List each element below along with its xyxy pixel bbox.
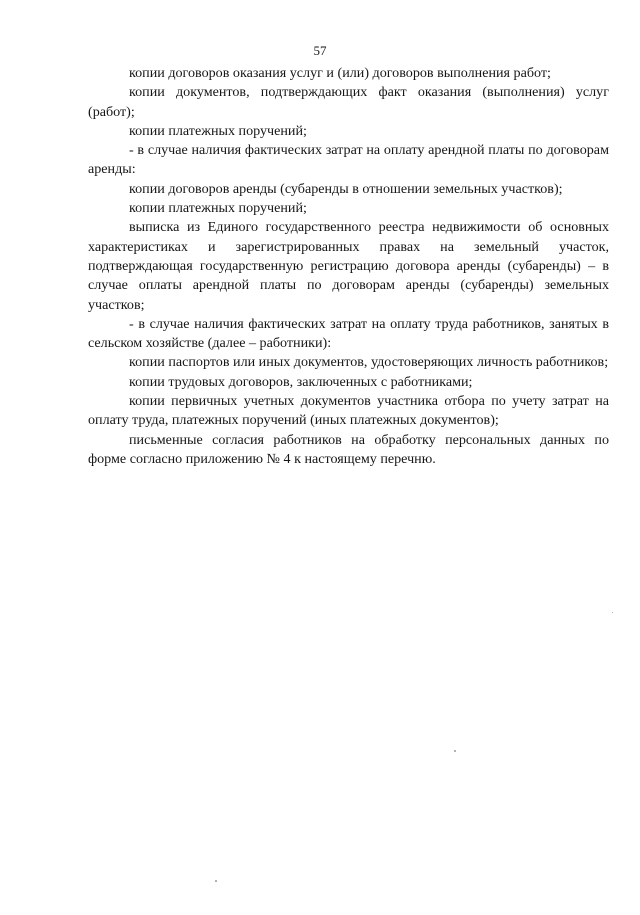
scan-speck [612,612,613,613]
paragraph-10: копии трудовых договоров, заключенных с работниками; [129,373,473,390]
paragraph-11: копии первичных учетных документов участника отбора по учету затрат на оплату труда, платежных поручений (иных платежных документов); [88,393,609,429]
scan-speck [454,750,456,752]
paragraph-9: копии паспортов или иных документов, удостоверяющих личность работников; [129,354,609,371]
scan-speck [215,880,217,882]
paragraph-7: выписка из Единого государственного реестра недвижимости об основных характеристиках и зарегистрированных правах на земельный участок, подтверждающая государственную регистрацию договора аренды (субаренды) – в случае оплаты арендной платы по договорам аренды (субаренды) земельных участков; [88,219,609,313]
paragraph-12: письменные согласия работников на обработку персональных данных по форме согласно приложению № 4 к настоящему перечню. [88,431,609,467]
document-body [88,64,609,469]
paragraph-8: - в случае наличия фактических затрат на оплату труда работников, занятых в сельском хозяйстве (далее – работники): [88,315,609,352]
paragraph-2: копии документов, подтверждающих факт оказания (выполнения) услуг (работ); [88,84,609,120]
paragraph-5: копии договоров аренды (субаренды в отношении земельных участков); [129,180,563,197]
paragraph-6: копии платежных поручений; [129,200,307,217]
paragraph-1: копии договоров оказания услуг и (или) договоров выполнения работ; [129,65,551,81]
page-number: 57 [313,43,327,58]
paragraph-3: копии платежных поручений; [129,122,307,139]
paragraph-4: - в случае наличия фактических затрат на оплату арендной платы по договорам аренды: [88,142,609,178]
